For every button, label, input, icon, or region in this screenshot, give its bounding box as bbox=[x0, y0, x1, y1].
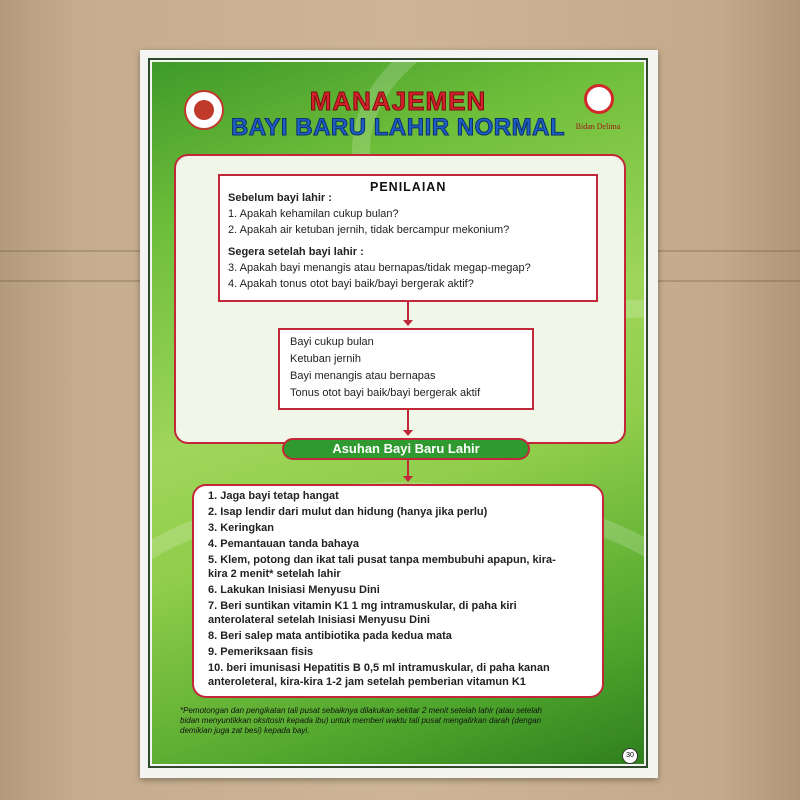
asuhan-item: 7. Beri suntikan vitamin K1 1 mg intramuskular, di paha kiri bbox=[208, 600, 517, 612]
asuhan-item: 10. beri imunisasi Hepatitis B 0,5 ml intramuskular, di paha kanan bbox=[208, 662, 550, 674]
title-line1: MANAJEMEN bbox=[309, 86, 487, 116]
asuhan-label: Asuhan Bayi Baru Lahir bbox=[282, 438, 530, 460]
penilaian-item: 3. Apakah bayi menangis atau bernapas/tidak megap-megap? bbox=[228, 262, 531, 274]
asuhan-item: 8. Beri salep mata antibiotika pada kedua mata bbox=[208, 630, 452, 642]
asuhan-item: 9. Pemeriksaan fisis bbox=[208, 646, 314, 658]
footnote bbox=[180, 706, 620, 736]
arrow-down-icon bbox=[407, 410, 409, 432]
logo-label: Bidan Delima bbox=[575, 122, 621, 131]
footnote-line: bidan menyuntikkan oksitosin kepada ibu) untuk memberi waktu tali pusat mengalirkan darah (dengan bbox=[180, 716, 542, 725]
kondisi-item: Bayi menangis atau bernapas bbox=[290, 370, 436, 382]
penilaian-item: 1. Apakah kehamilan cukup bulan? bbox=[228, 208, 399, 220]
kondisi-item: Tonus otot bayi baik/bayi bergerak aktif bbox=[290, 387, 481, 399]
asuhan-item: 6. Lakukan Inisiasi Menyusu Dini bbox=[208, 584, 380, 596]
penilaian-heading: PENILAIAN bbox=[370, 180, 447, 194]
arrow-down-icon bbox=[407, 302, 409, 322]
page-number: 30 bbox=[622, 748, 638, 764]
penilaian-box bbox=[218, 174, 598, 302]
asuhan-item: 2. Isap lendir dari mulut dan hidung (hanya jika perlu) bbox=[208, 506, 488, 518]
kondisi-item: Ketuban jernih bbox=[290, 353, 361, 365]
kondisi-item: Bayi cukup bulan bbox=[290, 336, 374, 348]
before-label: Sebelum bayi lahir : bbox=[228, 192, 332, 204]
asuhan-item: 1. Jaga bayi tetap hangat bbox=[208, 490, 339, 502]
penilaian-item: 4. Apakah tonus otot bayi baik/bayi bergerak aktif? bbox=[228, 278, 474, 290]
footnote-line: *Pemotongan dan pengikatan tali pusat sebaiknya dilakukan sekitar 2 menit setelah lahir (atau setelah bbox=[180, 706, 543, 715]
after-label: Segera setelah bayi lahir : bbox=[228, 246, 364, 258]
asuhan-item: anteroleteral, kira-kira 1-2 jam setelah pemberian vitamun K1 bbox=[208, 676, 526, 688]
footnote-line: demikian juga zat besi) kepada bayi. bbox=[180, 726, 310, 735]
poster-board bbox=[140, 50, 658, 778]
asuhan-box bbox=[192, 484, 604, 698]
asuhan-item: kira 2 menit* setelah lahir bbox=[208, 568, 341, 580]
arrow-down-icon bbox=[407, 460, 409, 478]
asuhan-item: 5. Klem, potong dan ikat tali pusat tanpa membubuhi apapun, kira- bbox=[208, 554, 556, 566]
kondisi-box bbox=[278, 328, 534, 410]
asuhan-item: anterolateral setelah Inisiasi Menyusu Dini bbox=[208, 614, 430, 626]
poster bbox=[152, 62, 644, 764]
asuhan-item: 4. Pemantauan tanda bahaya bbox=[208, 538, 359, 550]
penilaian-item: 2. Apakah air ketuban jernih, tidak bercampur mekonium? bbox=[228, 224, 510, 236]
asuhan-item: 3. Keringkan bbox=[208, 522, 275, 534]
title-line2: BAYI BARU LAHIR NORMAL bbox=[230, 114, 566, 141]
